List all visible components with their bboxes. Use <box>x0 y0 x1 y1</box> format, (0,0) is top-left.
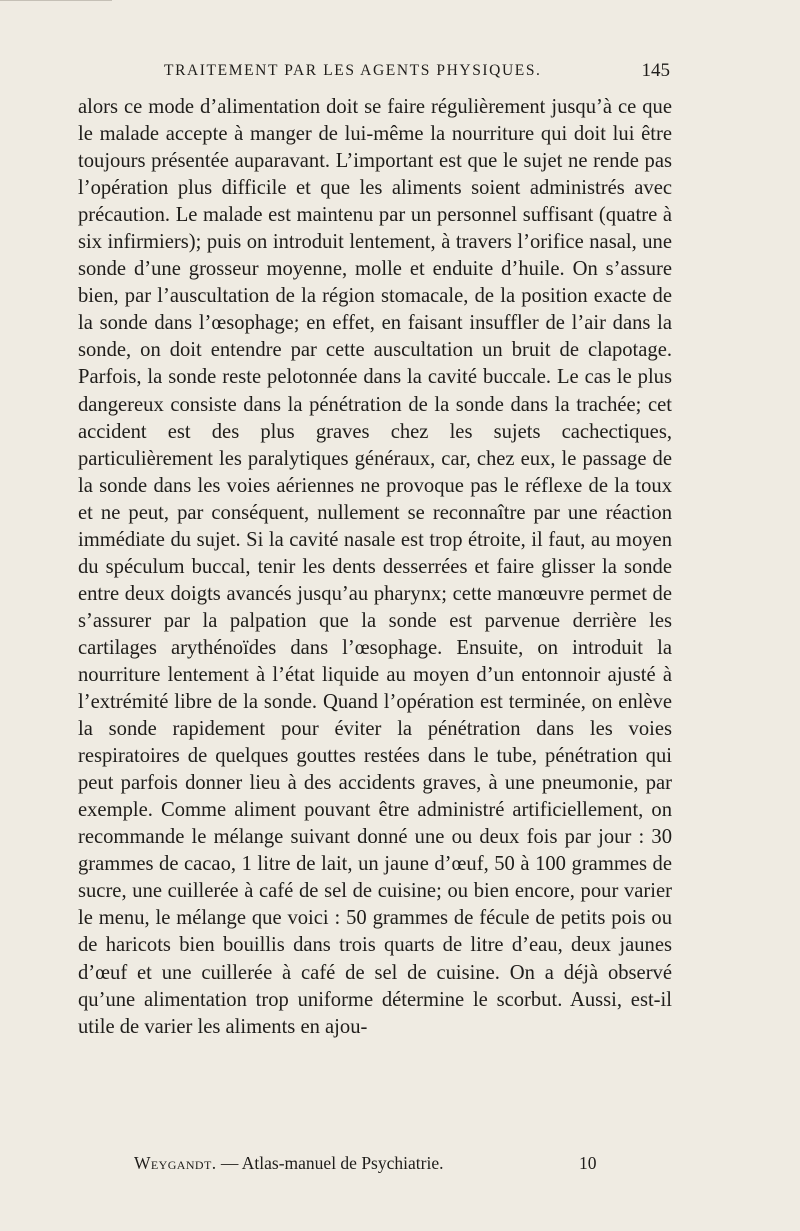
footer-sheet-number: 10 <box>579 1153 597 1173</box>
footer-dash: — <box>220 1153 239 1173</box>
running-header <box>78 60 674 86</box>
signature-footer <box>134 1153 614 1177</box>
body-text <box>78 94 672 1041</box>
page-edge-line <box>0 0 112 1</box>
body-paragraph: alors ce mode d’alimentation doit se faire régulièrement jusqu’à ce que le malade accepte à manger de lui-même la nourriture qui doit lui être toujours présentée auparavant. L’important est que le sujet ne rende pas l’opération plus difficile et que les aliments soient administrés avec précaution. Le malade est maintenu par un personnel suffisant (quatre à six infirmiers); puis on introduit lentement, à travers l’orifice nasal, une sonde d’une grosseur moyenne, molle et enduite d’huile. On s’assure bien, par l’auscultation de la région stomacale, de la position exacte de la sonde dans l’œsophage; en effet, en faisant insuffler de l’air dans la sonde, on doit entendre par cette auscultation un bruit de clapotage. Parfois, la sonde reste pelotonnée dans la cavité buccale. Le cas le plus dangereux consiste dans la pénétration de la sonde dans la trachée; cet accident est des plus graves chez les sujets cachectiques, particulièrement les paralytiques généraux, car, chez eux, le passage de la sonde dans les voies aériennes ne provoque pas le réflexe de la toux et ne peut, par conséquent, nullement se reconnaître par une réaction immédiate du sujet. Si la cavité nasale est trop étroite, il faut, au moyen du spéculum buccal, tenir les dents desserrées et faire glisser la sonde entre deux doigts avancés jusqu’au pharynx; cette manœuvre permet de s’assurer par la palpation que la sonde est parvenue derrière les cartilages arythénoïdes dans l’œsophage. Ensuite, on introduit la nourriture lentement à l’état liquide au moyen d’un entonnoir ajusté à l’extrémité libre de la sonde. Quand l’opération est terminée, on enlève la sonde rapidement pour éviter la pénétration dans les voies respiratoires de quelques gouttes restées dans le tube, pénétration qui peut parfois donner lieu à des accidents graves, à une pneumonie, par exemple. Comme aliment pouvant être administré artificiellement, on recommande le mélange suivant donné une ou deux fois par jour : 30 grammes de cacao, 1 litre de lait, un jaune d’œuf, 50 à 100 grammes de sucre, une cuillerée à café de sel de cuisine; ou bien encore, pour varier le menu, le mélange que voici : 50 grammes de fécule de petits pois ou de haricots bien bouillis dans trois quarts de litre d’eau, deux jaunes d’œuf et une cuillerée à café de sel de cuisine. On a déjà observé qu’une alimentation trop uniforme détermine le scorbut. Aussi, est-il utile de varier les aliments en ajou- <box>78 96 672 1038</box>
footer-book-title: Atlas-manuel de Psychiatrie. <box>241 1153 444 1173</box>
footer-author: Weygandt. <box>134 1153 217 1173</box>
page-number: 145 <box>641 60 670 81</box>
running-title: TRAITEMENT PAR LES AGENTS PHYSIQUES. <box>164 62 542 79</box>
